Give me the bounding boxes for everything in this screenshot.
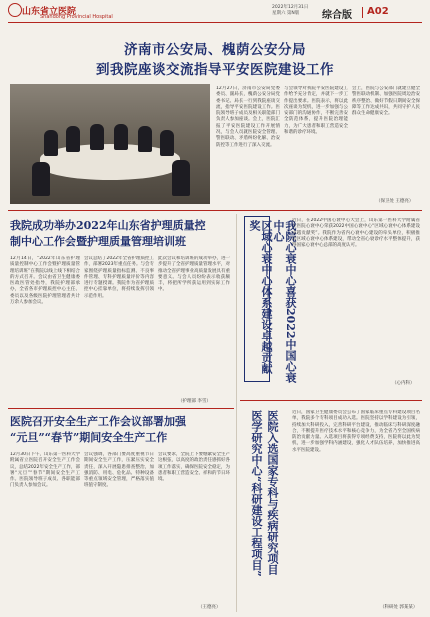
hospital-logo-icon bbox=[8, 3, 22, 17]
clinical-headline-line2: 医院入选国家专科与疾病研究项目 bbox=[266, 410, 279, 575]
issue-date-line2: 星期六 第N版 bbox=[272, 11, 300, 16]
lead-headline-line2: 到我院座谈交流指导平安医院建设工作 bbox=[96, 62, 334, 78]
lead-article-col2: 与会领导对我院平安医院建设工作给予充分肯定，并就下一步工作提出要求。医院表示，将以此次座谈为契机，进一步加强与公安部门的沟通协作，不断完善安全防范体系，提升医院治理能力，为广大患者和职工营造安全和谐的诊疗环境。 bbox=[284, 86, 348, 136]
heart-center-headline-line2: 我院心衰中心喜获2022中国心衰中心 bbox=[272, 220, 297, 383]
section-rule bbox=[240, 400, 422, 401]
column-divider bbox=[236, 214, 237, 612]
nursing-article-col2: 会议总结了2022年全省护理质控工作，部署2023年重点任务。与会专家围绕护理质量指标监测、不良事件管理、专科护理质量评价等内容进行专题授课。我院作为省护理质控中心挂靠单位，将持续发挥引领示范作用。 bbox=[84, 256, 154, 299]
section-rule bbox=[8, 408, 234, 409]
lead-headline-line1: 济南市公安局、槐荫公安分局 bbox=[124, 42, 306, 58]
page-number: A02 bbox=[367, 6, 389, 17]
safety-article-col2: 会议强调，各部门要高度重视节日期间安全生产工作，压紧压实安全责任，深入开展隐患排查整治，加强消防、用电、危化品、特种设备等重点领域安全管理，严格落实值班值守制度。 bbox=[84, 452, 154, 489]
lead-article-col1: 12月27日，济南市公安局党委委员、副局长，槐荫公安分局党委书记、局长一行到我院座谈交流，指导平安医院建设工作。医院领导班子成员及相关职能部门负责人参加座谈。会上，医院汇报了平安医院建设工作开展情况，与会人员就医院安全管理、警医联动、矛盾纠纷化解、治安防控等工作进行了深入交流。 bbox=[216, 86, 280, 148]
header-divider bbox=[362, 7, 363, 18]
masthead-logo: 山东省立医院 bbox=[22, 7, 77, 17]
safety-headline-line1: 医院召开安全生产工作会议部署加强 bbox=[10, 415, 186, 428]
section-rule bbox=[8, 210, 422, 211]
section-name: 综合版 bbox=[322, 10, 352, 21]
clinical-article: 近日，国家卫生健康委员会公布了国家临床重点专科建设项目名单，我院多个专科项目成功入选。医院坚持以学科建设为引领，持续加大科研投入，完善科研平台建设，推动临床与科研深度融合，不断提升医疗技术水平和核心竞争力，为全省乃至全国疾病防治贡献力量。入选项目将获得专项经费支持，医院将以此为契机，进一步加强学科内涵建设，强化人才队伍培养，加快推进高水平医院建设。 bbox=[292, 410, 420, 453]
header-rule bbox=[8, 22, 422, 23]
safety-byline: （王德亮） bbox=[198, 605, 221, 610]
nursing-byline: （护理部 李雪） bbox=[178, 399, 211, 404]
lead-byline: （保卫处 王德亮） bbox=[376, 199, 414, 204]
lead-article-col3: 会上，医院与公安部门就建立健全警医联动机制、加强医院周边治安秩序整治、做好节假日期间安全保障等工作达成共识，共同守护人民群众生命健康安全。 bbox=[352, 86, 420, 117]
clinical-byline: （科研处 郭某某） bbox=[380, 605, 418, 610]
safety-article-col1: 12月30日下午，山东第一医科大学附属省立医院召开安全生产工作会议，总结2022年安全生产工作，部署“元旦”“春节”期间安全生产工作。医院领导班子成员、各职能部门负责人参加会议。 bbox=[10, 452, 80, 489]
nursing-headline-line1: 我院成功举办2022年山东省护理质量控 bbox=[10, 219, 206, 232]
nursing-article-col1: 12月14日，“2022年山东省护理质量控制中心工作会暨护理质量管理培训班”在我院以线上线下相结合的方式召开。会议由省卫生健康委医政医管处指导，我院护理部承办，全省各市护理质控中心主任、委员以及各级医院护理管理者共计万余人参加会议。 bbox=[10, 256, 80, 306]
heart-center-article: 近日，在2022中国心衰中心大会上，山东第一医科大学附属省立医院心衰中心荣获2022中国心衰中心“区域心衰中心体系建设卓越贡献奖”。我院作为省内心衰中心建设的牵头单位，积极推动区域心衰中心体系建设，带动全省心衰诊疗水平整体提升，获得国家心衰中心总部的高度认可。 bbox=[292, 218, 420, 249]
safety-article-col3: 会议要求，全院上下要绷紧安全生产这根弦，以高度的政治责任感抓好各项工作落实，确保医院安全稳定，为患者和职工营造安全、祥和的节日环境。 bbox=[158, 452, 230, 483]
nursing-headline-line2: 制中心工作会暨护理质量管理培训班 bbox=[10, 235, 186, 248]
issue-date-line1: 2022年12月31日 bbox=[272, 5, 309, 10]
issue-date bbox=[272, 5, 308, 17]
meeting-photo bbox=[10, 84, 210, 204]
nursing-article-col3: 此次会议和培训班的成功举办，进一步提升了全省护理质量管理水平，对推动全省护理事业高质量发展具有重要意义。与会人员纷纷表示收获颇丰，将把所学所获运用到实际工作中。 bbox=[158, 256, 230, 293]
heart-center-headline-line1: 区域心衰中心体系建设卓越贡献奖 bbox=[248, 220, 273, 374]
safety-headline-line2: “元旦”“春节”期间安全生产工作 bbox=[10, 431, 168, 444]
heart-center-byline: （心内科） bbox=[392, 381, 415, 386]
clinical-headline-line1: 医学研究中心“科研建设工程项目” bbox=[250, 410, 263, 577]
masthead-logo-en: Shandong Provincial Hospital bbox=[40, 14, 113, 20]
